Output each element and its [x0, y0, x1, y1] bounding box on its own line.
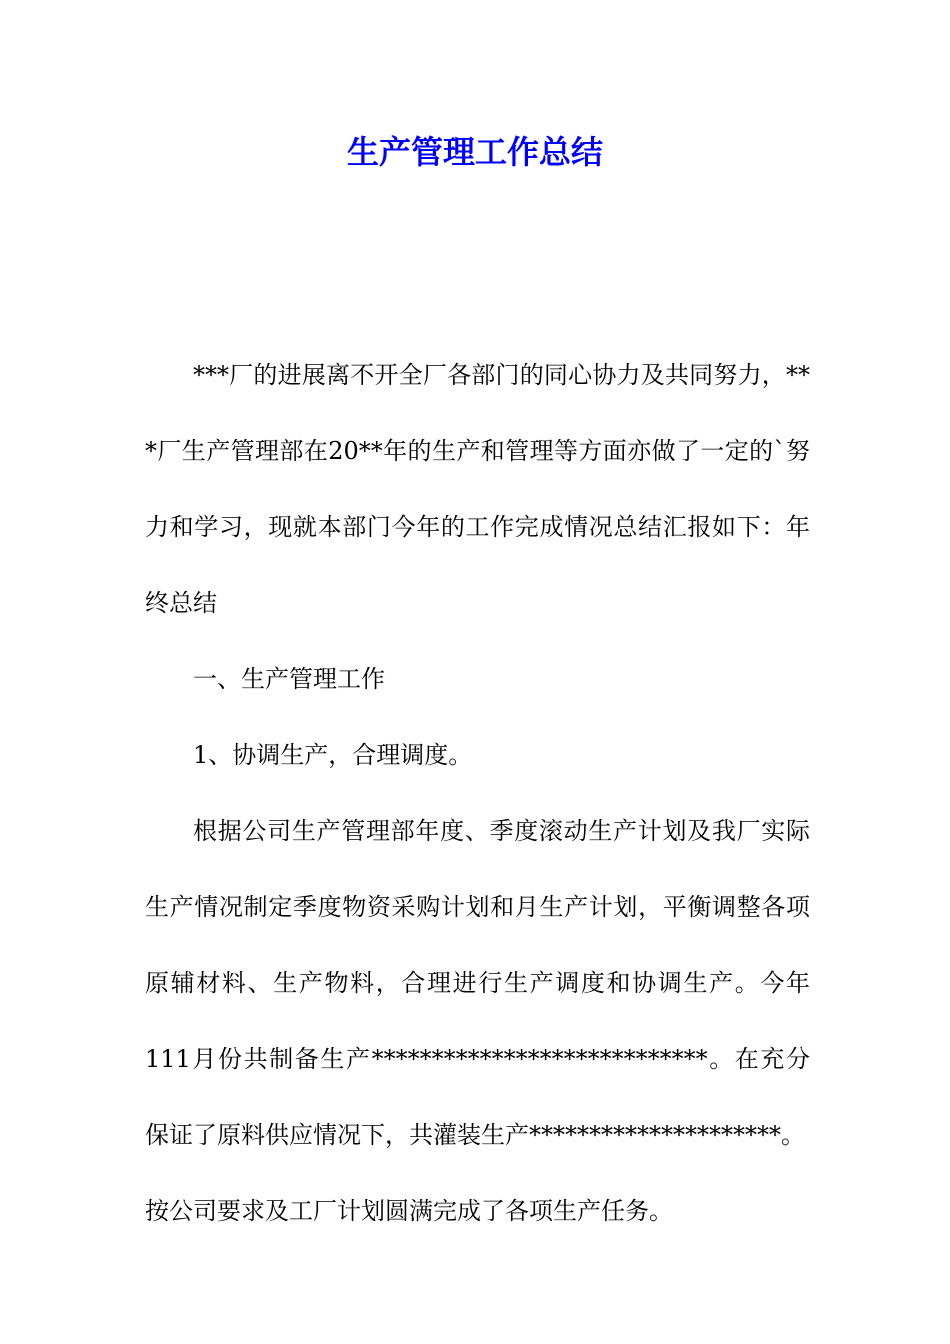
text-line: 一、生产管理工作: [193, 665, 385, 693]
text-line: *厂生产管理部在20**年的生产和管理等方面亦做了一定的`努: [145, 437, 810, 465]
text-line: 根据公司生产管理部年度、季度滚动生产计划及我厂实际: [193, 817, 810, 845]
text-line: 终总结: [145, 589, 217, 617]
subsection-heading: [145, 717, 810, 793]
text-line: 力和学习，现就本部门今年的工作完成情况总结汇报如下：年: [145, 513, 810, 541]
document-body: [145, 337, 810, 1249]
text-line: 111月份共制备生产****************************。在充分: [145, 1045, 810, 1073]
text-line: ***厂的进展离不开全厂各部门的同心协力及共同努力，**: [193, 361, 810, 389]
section-heading: [145, 641, 810, 717]
paragraph-intro: [145, 337, 810, 641]
text-line: 按公司要求及工厂计划圆满完成了各项生产任务。: [145, 1197, 673, 1225]
paragraph-production: [145, 793, 810, 1249]
text-line: 原辅材料、生产物料，合理进行生产调度和协调生产。今年: [145, 969, 810, 997]
text-line: 生产情况制定季度物资采购计划和月生产计划，平衡调整各项: [145, 893, 810, 921]
text-line: 保证了原料供应情况下，共灌装生产*********************。: [145, 1121, 805, 1149]
text-line: 1、协调生产，合理调度。: [193, 741, 473, 769]
document-title: 生产管理工作总结: [346, 133, 603, 171]
